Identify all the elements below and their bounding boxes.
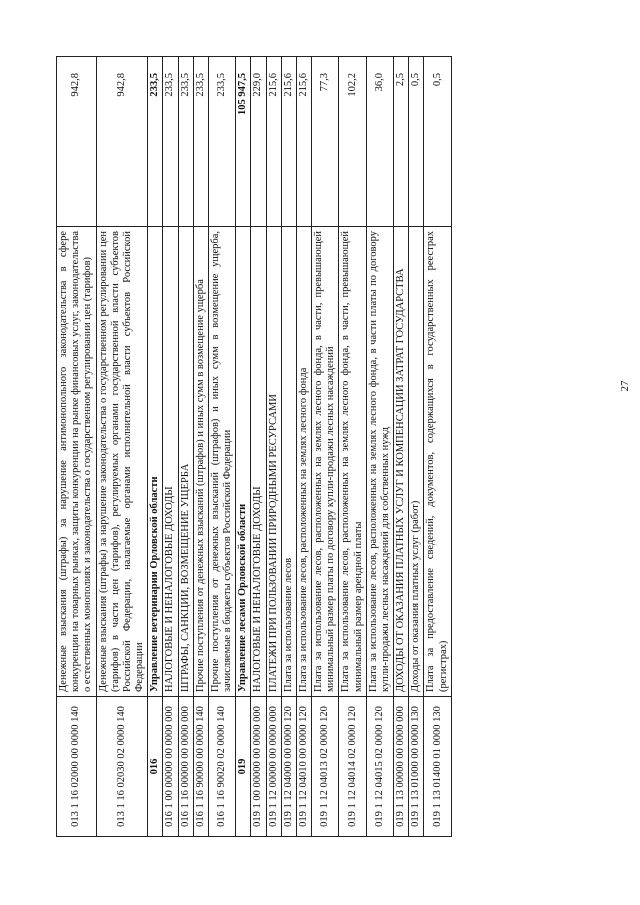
row-amount: 233,5 xyxy=(163,57,178,227)
row-code: 016 1 16 90000 00 0000 140 xyxy=(193,697,208,837)
row-name: ПЛАТЕЖИ ПРИ ПОЛЬЗОВАНИИ ПРИРОДНЫМИ РЕСУРСАМИ xyxy=(266,227,281,697)
row-name: ШТРАФЫ, САНКЦИИ, ВОЗМЕЩЕНИЕ УЩЕРБА xyxy=(178,227,193,697)
row-name: Денежные взыскания (штрафы) за нарушение законодательства о государственном регулировании цен (тарифов) в части цен (тарифов), регулируемых органами государственной власти субъектов Российской Федерации, налагаемые органами исполнительной власти субъектов Российской Федерации xyxy=(96,227,148,697)
table-row xyxy=(281,57,296,837)
row-code: 016 1 16 90020 02 0000 140 xyxy=(208,697,235,837)
row-name: Плата за использование лесов, расположенных на землях лесного фонда xyxy=(296,227,311,697)
table-row xyxy=(178,57,193,837)
row-amount: 233,5 xyxy=(208,57,235,227)
row-amount: 0,5 xyxy=(424,57,451,227)
row-code: 019 1 13 01000 00 0000 130 xyxy=(409,697,424,837)
row-name: НАЛОГОВЫЕ И НЕНАЛОГОВЫЕ ДОХОДЫ xyxy=(163,227,178,697)
row-amount: 215,6 xyxy=(281,57,296,227)
table-row-section xyxy=(236,57,251,837)
row-name: Доходы от оказания платных услуг (работ) xyxy=(409,227,424,697)
row-name: Плата за использование лесов, расположенных на землях лесного фонда, в части, превышающей минимальный размер арендной платы xyxy=(339,227,366,697)
row-name: Плата за использование лесов, расположенных на землях лесного фонда, в части, превышающей минимальный размер платы по договору купли-продажи лесных насаждений xyxy=(312,227,339,697)
row-name: НАЛОГОВЫЕ И НЕНАЛОГОВЫЕ ДОХОДЫ xyxy=(251,227,266,697)
row-code: 016 xyxy=(148,697,163,837)
row-amount: 233,5 xyxy=(148,57,163,227)
table-row xyxy=(339,57,366,837)
row-amount: 2,5 xyxy=(394,57,409,227)
row-amount: 102,2 xyxy=(339,57,366,227)
table-row xyxy=(163,57,178,837)
row-code: 013 1 16 02030 02 0000 140 xyxy=(96,697,148,837)
table-row xyxy=(193,57,208,837)
table-row xyxy=(394,57,409,837)
row-amount: 215,6 xyxy=(296,57,311,227)
table-row xyxy=(409,57,424,837)
row-name: Денежные взыскания (штрафы) за нарушение антимонопольного законодательства в сфере конкуренции на товарных рынках, защиты конкуренции на рынке финансовых услуг, законодательства о естественных монополиях и законодательства о государственном регулировании цен (тарифов) xyxy=(57,227,97,697)
row-amount: 233,5 xyxy=(193,57,208,227)
rotated-table-sheet xyxy=(56,57,561,837)
row-code: 019 1 12 04000 00 0000 120 xyxy=(281,697,296,837)
row-code: 019 1 13 01400 01 0000 130 xyxy=(424,697,451,837)
row-amount: 942,8 xyxy=(57,57,97,227)
table-row xyxy=(366,57,393,837)
row-code: 013 1 16 02000 00 0000 140 xyxy=(57,697,97,837)
row-name: Плата за предоставление сведений, документов, содержащихся в государственных реестрах (регистрах) xyxy=(424,227,451,697)
table-row xyxy=(424,57,451,837)
row-amount: 215,6 xyxy=(266,57,281,227)
row-amount: 77,3 xyxy=(312,57,339,227)
row-name: ДОХОДЫ ОТ ОКАЗАНИЯ ПЛАТНЫХ УСЛУГ И КОМПЕНСАЦИИ ЗАТРАТ ГОСУДАРСТВА xyxy=(394,227,409,697)
row-code: 019 xyxy=(236,697,251,837)
revenue-table-body xyxy=(57,57,452,837)
row-name: Плата за использование лесов xyxy=(281,227,296,697)
table-row xyxy=(266,57,281,837)
row-amount: 233,5 xyxy=(178,57,193,227)
table-row xyxy=(208,57,235,837)
row-name: Прочие поступления от денежных взысканий (штрафов) и иных сумм в возмещение ущерба xyxy=(193,227,208,697)
revenue-table xyxy=(56,56,452,837)
row-code: 016 1 16 00000 00 0000 000 xyxy=(178,697,193,837)
row-code: 019 1 12 04014 02 0000 120 xyxy=(339,697,366,837)
row-name: Управление ветеринарии Орловской области xyxy=(148,227,163,697)
row-name: Прочие поступления от денежных взысканий (штрафов) и иных сумм в возмещение ущерба, зачисляемые в бюджеты субъектов Российской Федерации xyxy=(208,227,235,697)
row-amount: 105 947,5 xyxy=(236,57,251,227)
row-code: 019 1 12 00000 00 0000 000 xyxy=(266,697,281,837)
table-row xyxy=(96,57,148,837)
row-name: Плата за использование лесов, расположенных на землях лесного фонда, в части платы по договору купли-продажи лесных насаждений для собственных нужд xyxy=(366,227,393,697)
row-code: 019 1 00 00000 00 0000 000 xyxy=(251,697,266,837)
row-amount: 0,5 xyxy=(409,57,424,227)
row-code: 019 1 12 04015 02 0000 120 xyxy=(366,697,393,837)
table-row xyxy=(251,57,266,837)
row-code: 019 1 12 04010 00 0000 120 xyxy=(296,697,311,837)
table-row xyxy=(312,57,339,837)
row-amount: 942,8 xyxy=(96,57,148,227)
row-code: 016 1 00 00000 00 0000 000 xyxy=(163,697,178,837)
row-amount: 229,0 xyxy=(251,57,266,227)
table-row xyxy=(296,57,311,837)
table-row-section xyxy=(148,57,163,837)
table-row xyxy=(57,57,97,837)
row-code: 019 1 12 04013 02 0000 120 xyxy=(312,697,339,837)
page-number: 27 xyxy=(619,380,631,392)
row-code: 019 1 13 00000 00 0000 000 xyxy=(394,697,409,837)
row-name: Управление лесами Орловской области xyxy=(236,227,251,697)
row-amount: 36,0 xyxy=(366,57,393,227)
